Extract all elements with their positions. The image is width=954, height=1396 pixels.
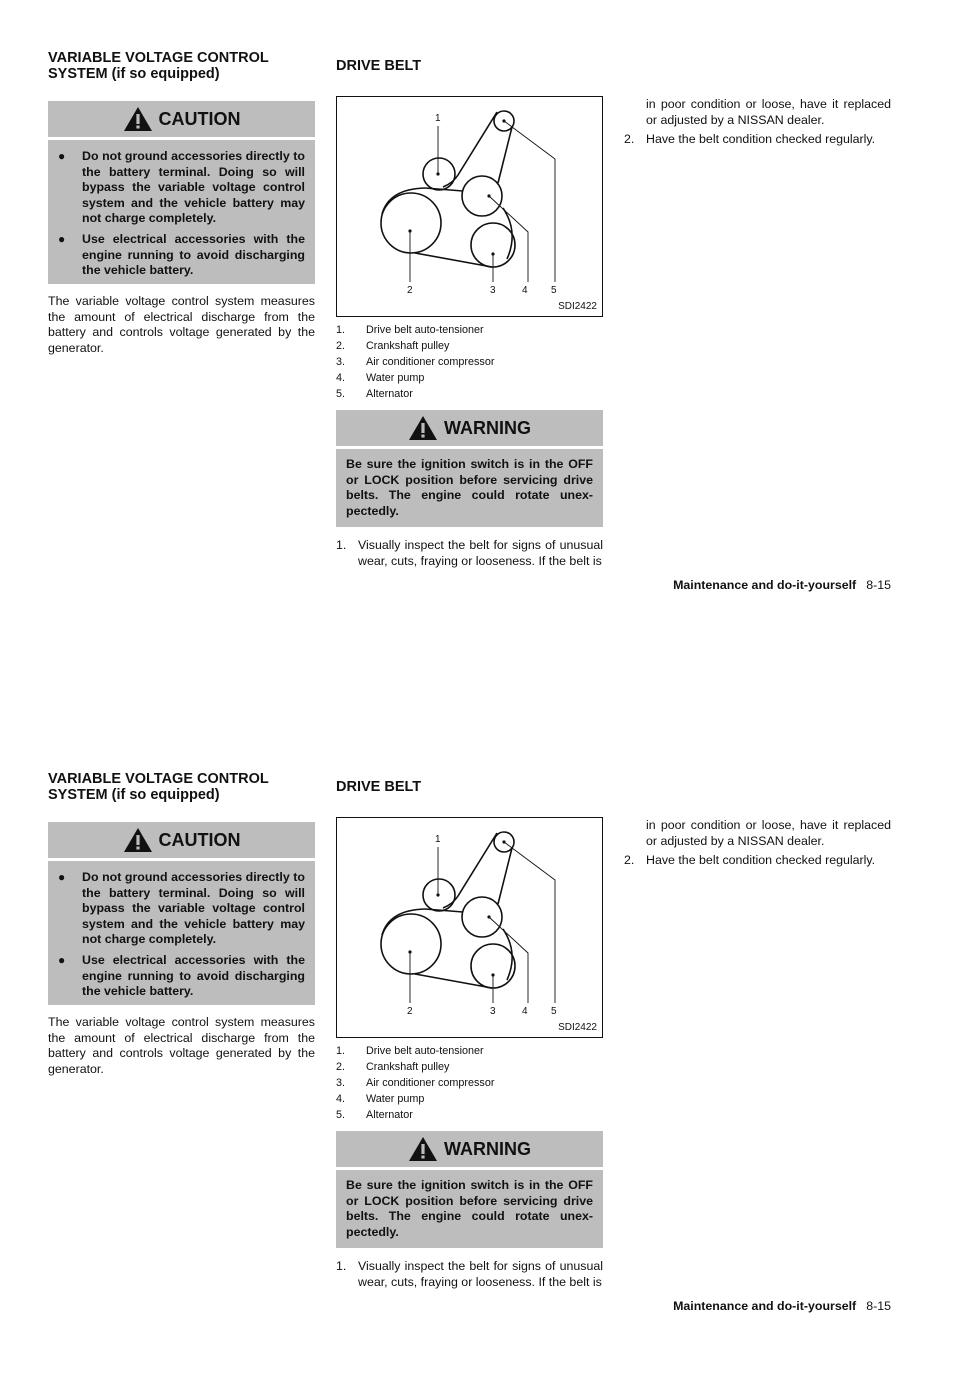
legend-num: 5. <box>336 1109 346 1121</box>
legend-num: 4. <box>336 1093 346 1105</box>
callout-label-5: 5 <box>551 1006 557 1017</box>
step-1 <box>336 1259 603 1290</box>
legend-num: 5. <box>336 388 346 400</box>
legend-item <box>336 1059 603 1075</box>
belt-routing-illustration <box>337 818 602 1037</box>
legend-num: 2. <box>336 340 346 352</box>
caution-bullet <box>56 870 305 948</box>
callout-dot <box>408 229 411 232</box>
legend-item <box>336 338 603 354</box>
callout-dot <box>502 119 505 122</box>
belt-segment <box>415 253 492 267</box>
legend-item <box>336 386 603 402</box>
callout-dot <box>408 950 411 953</box>
warning-triangle-icon <box>408 1136 438 1162</box>
water-pump-pulley <box>462 897 502 937</box>
caution-body <box>48 140 315 284</box>
caution-header <box>48 822 315 858</box>
callout-label-4: 4 <box>522 1006 528 1017</box>
legend-item <box>336 1091 603 1107</box>
section-title-drive-belt: DRIVE BELT <box>336 779 422 795</box>
caution-bullet <box>56 953 305 1000</box>
callout-dot <box>491 973 494 976</box>
warning-triangle-icon <box>408 415 438 441</box>
legend-text: Drive belt auto-tensioner <box>366 324 484 336</box>
warning-header <box>336 1131 603 1167</box>
step-2 <box>624 853 891 869</box>
footer-section-name: Maintenance and do-it-yourself <box>673 1299 857 1313</box>
legend-text: Alternator <box>366 1109 413 1121</box>
warning-heading: WARNING <box>444 1138 531 1159</box>
belt-routing-illustration <box>337 97 602 316</box>
drive-belt-diagram <box>336 817 603 1038</box>
leader-line-4 <box>489 917 528 1003</box>
belt-segment <box>443 833 497 908</box>
figure-legend <box>336 322 603 402</box>
callout-label-2: 2 <box>407 285 413 296</box>
callout-dot <box>487 915 490 918</box>
callout-dot <box>491 252 494 255</box>
title-line-2: SYSTEM (if so equipped) <box>48 787 220 803</box>
legend-text: Water pump <box>366 1093 425 1105</box>
body-paragraph: The variable voltage control system measures the amount of electrical discharge from the battery and controls voltage generated by the generator. <box>48 1015 315 1076</box>
caution-bullet-text: Use electrical accessories with the engine running to avoid discharging the vehicle battery. <box>82 952 305 999</box>
legend-text: Drive belt auto-tensioner <box>366 1045 484 1057</box>
bullet-dot-icon: ● <box>58 149 66 163</box>
page-footer <box>673 1299 891 1313</box>
legend-num: 3. <box>336 356 346 368</box>
section-title-variable-voltage <box>48 771 315 803</box>
caution-heading: CAUTION <box>158 108 241 129</box>
belt-segment <box>382 188 425 214</box>
warning-triangle-icon <box>123 827 153 853</box>
figure-code: SDI2422 <box>558 1022 597 1033</box>
bullet-dot-icon: ● <box>58 231 66 246</box>
callout-dot <box>436 172 439 175</box>
step-text: Visually inspect the belt for signs of unusual wear, cuts, fraying or looseness. If the belt is <box>358 1259 603 1289</box>
callout-label-2: 2 <box>407 1006 413 1017</box>
legend-text: Crankshaft pulley <box>366 340 450 352</box>
step-number: 1. <box>336 1259 347 1273</box>
step-text: Have the belt condition checked regularly. <box>646 853 876 868</box>
legend-item <box>336 354 603 370</box>
manual-page-top <box>0 0 954 675</box>
legend-item <box>336 322 603 338</box>
drive-belt-diagram <box>336 96 603 317</box>
legend-num: 2. <box>336 1061 346 1073</box>
belt-segment <box>498 127 512 183</box>
footer-section-name: Maintenance and do-it-yourself <box>673 578 857 592</box>
step-1-continuation: in poor condition or loose, have it replaced or adjusted by a NISSAN dealer. <box>646 97 891 127</box>
callout-label-5: 5 <box>551 285 557 296</box>
belt-segment <box>443 112 497 187</box>
legend-text: Water pump <box>366 372 425 384</box>
legend-item <box>336 1043 603 1059</box>
bullet-dot-icon: ● <box>58 870 66 884</box>
callout-label-1: 1 <box>435 834 441 845</box>
step-text: Have the belt condition checked regularly. <box>646 132 876 147</box>
leader-line-4 <box>489 196 528 282</box>
caution-bullet <box>56 232 305 279</box>
step-number: 2. <box>624 853 635 868</box>
caution-bullet-text: Do not ground accessories directly to the battery terminal. Doing so will bypass the variable voltage control system and the vehicle battery may not charge completely. <box>82 149 305 226</box>
warning-body: Be sure the ignition switch is in the OFF or LOCK position before servicing drive belts. The engine could rotate unex-pectedly. <box>336 1170 603 1248</box>
caution-bullet <box>56 149 305 227</box>
manual-page-bottom <box>0 721 954 1396</box>
warning-triangle-icon <box>123 106 153 132</box>
legend-item <box>336 370 603 386</box>
legend-text: Air conditioner compressor <box>366 1077 495 1089</box>
legend-text: Crankshaft pulley <box>366 1061 450 1073</box>
title-line-1: VARIABLE VOLTAGE CONTROL <box>48 771 269 787</box>
body-paragraph: The variable voltage control system measures the amount of electrical discharge from the battery and controls voltage generated by the generator. <box>48 294 315 355</box>
warning-body: Be sure the ignition switch is in the OFF or LOCK position before servicing drive belts. The engine could rotate unex-pectedly. <box>336 449 603 527</box>
crankshaft-pulley <box>381 914 441 974</box>
step-number: 2. <box>624 132 635 147</box>
caution-body <box>48 861 315 1005</box>
continued-steps <box>624 818 891 869</box>
warning-heading: WARNING <box>444 417 531 438</box>
caution-bullet-text: Use electrical accessories with the engine running to avoid discharging the vehicle battery. <box>82 231 305 278</box>
figure-legend <box>336 1043 603 1123</box>
legend-num: 3. <box>336 1077 346 1089</box>
warning-header <box>336 410 603 446</box>
figure-code: SDI2422 <box>558 301 597 312</box>
callout-label-4: 4 <box>522 285 528 296</box>
belt-segment <box>415 974 492 988</box>
caution-header <box>48 101 315 137</box>
water-pump-pulley <box>462 176 502 216</box>
crankshaft-pulley <box>381 193 441 253</box>
legend-item <box>336 1107 603 1123</box>
legend-num: 1. <box>336 324 346 336</box>
legend-num: 1. <box>336 1045 346 1057</box>
legend-text: Alternator <box>366 388 413 400</box>
bullet-dot-icon: ● <box>58 952 66 967</box>
belt-segment <box>498 848 512 904</box>
step-2 <box>624 132 891 148</box>
belt-segment <box>382 909 425 935</box>
step-1 <box>336 538 603 569</box>
page-footer <box>673 578 891 592</box>
title-line-1: VARIABLE VOLTAGE CONTROL <box>48 50 269 66</box>
step-text: Visually inspect the belt for signs of unusual wear, cuts, fraying or looseness. If the belt is <box>358 538 603 568</box>
page-number: 8-15 <box>866 578 891 592</box>
legend-item <box>336 1075 603 1091</box>
caution-bullet-text: Do not ground accessories directly to the battery terminal. Doing so will bypass the variable voltage control system and the vehicle battery may not charge completely. <box>82 870 305 947</box>
step-number: 1. <box>336 538 347 552</box>
section-title-variable-voltage <box>48 50 315 82</box>
callout-dot <box>487 194 490 197</box>
caution-heading: CAUTION <box>158 829 241 850</box>
callout-label-1: 1 <box>435 113 441 124</box>
continued-steps <box>624 97 891 148</box>
page-number: 8-15 <box>866 1299 891 1313</box>
callout-dot <box>502 840 505 843</box>
legend-num: 4. <box>336 372 346 384</box>
callout-dot <box>436 893 439 896</box>
step-1-continuation: in poor condition or loose, have it replaced or adjusted by a NISSAN dealer. <box>646 818 891 848</box>
section-title-drive-belt: DRIVE BELT <box>336 58 422 74</box>
title-line-2: SYSTEM (if so equipped) <box>48 66 220 82</box>
legend-text: Air conditioner compressor <box>366 356 495 368</box>
callout-label-3: 3 <box>490 285 496 296</box>
callout-label-3: 3 <box>490 1006 496 1017</box>
